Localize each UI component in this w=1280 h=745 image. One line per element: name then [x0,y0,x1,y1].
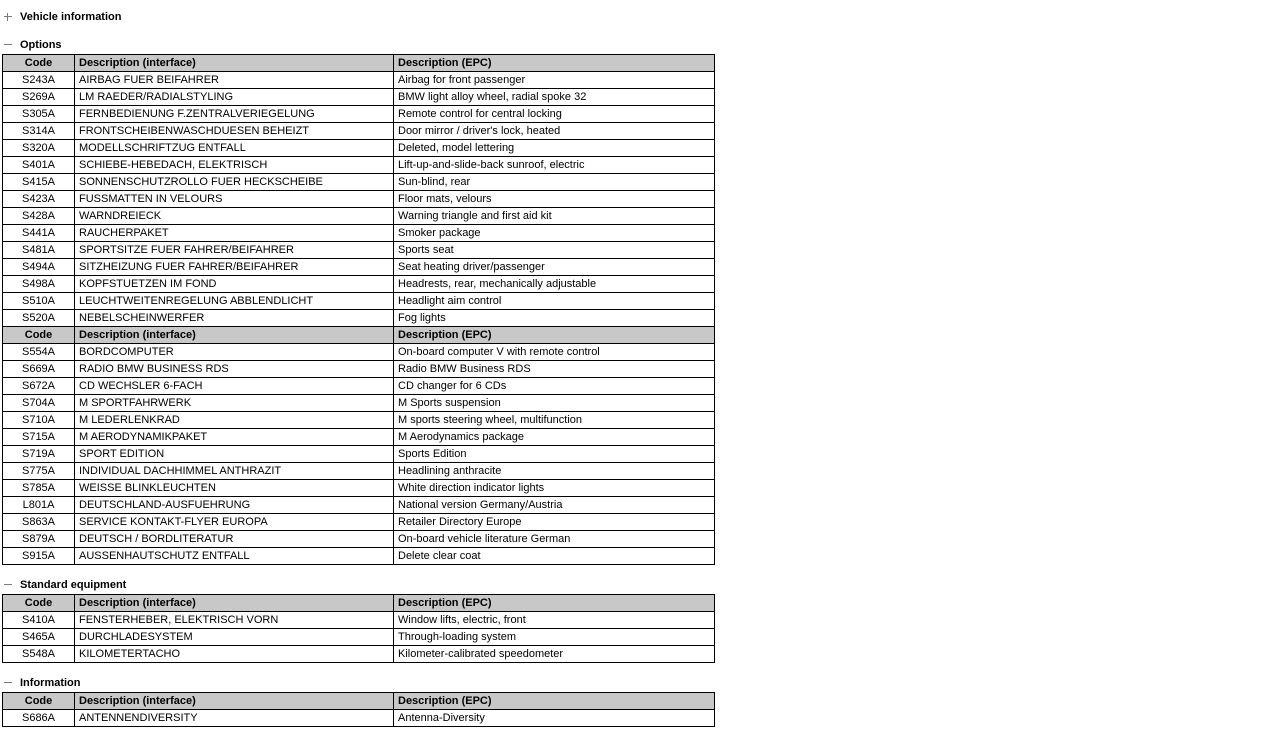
header-desc-interface: Description (interface) [75,327,394,344]
description-epc: Headlight aim control [394,293,715,310]
description-interface: M SPORTFAHRWERK [75,395,394,412]
description-interface: M LEDERLENKRAD [75,412,394,429]
option-code: S494A [3,259,75,276]
description-interface: RADIO BMW BUSINESS RDS [75,361,394,378]
header-desc-epc: Description (EPC) [394,595,715,612]
table-row [3,629,715,646]
header-desc-interface: Description (interface) [75,693,394,710]
header-desc-epc: Description (EPC) [394,55,715,72]
description-interface: SPORTSITZE FUER FAHRER/BEIFAHRER [75,242,394,259]
description-epc: Delete clear coat [394,548,715,565]
description-epc: Smoker package [394,225,715,242]
option-code: S269A [3,89,75,106]
description-interface: WARNDREIECK [75,208,394,225]
repeated-header [3,327,715,344]
option-code: S401A [3,157,75,174]
description-epc: Window lifts, electric, front [394,612,715,629]
table-row [3,710,715,727]
description-interface: MODELLSCHRIFTZUG ENTFALL [75,140,394,157]
table-row [3,123,715,140]
option-code: S314A [3,123,75,140]
table-row [3,514,715,531]
option-code: S785A [3,480,75,497]
table-row [3,293,715,310]
table-row [3,646,715,663]
section-title: Standard equipment [20,579,127,591]
header-desc-epc: Description (EPC) [394,327,715,344]
description-interface: AUSSENHAUTSCHUTZ ENTFALL [75,548,394,565]
header-desc-interface: Description (interface) [75,595,394,612]
description-epc: Fog lights [394,310,715,327]
description-epc: Airbag for front passenger [394,72,715,89]
description-epc: Headlining anthracite [394,463,715,480]
header-code: Code [3,327,75,344]
table-header [3,55,715,72]
table-row [3,72,715,89]
header-code: Code [3,55,75,72]
standard-equipment-table [2,594,715,663]
description-epc: CD changer for 6 CDs [394,378,715,395]
description-interface: KOPFSTUETZEN IM FOND [75,276,394,293]
section-title: Information [20,677,81,689]
table-row [3,531,715,548]
description-interface: KILOMETERTACHO [75,646,394,663]
option-code: S498A [3,276,75,293]
table-row [3,361,715,378]
table-row [3,412,715,429]
option-code: S520A [3,310,75,327]
description-epc: BMW light alloy wheel, radial spoke 32 [394,89,715,106]
section-title: Vehicle information [20,11,122,23]
table-row [3,395,715,412]
description-interface: NEBELSCHEINWERFER [75,310,394,327]
option-code: S410A [3,612,75,629]
description-interface: SONNENSCHUTZROLLO FUER HECKSCHEIBE [75,174,394,191]
description-epc: Retailer Directory Europe [394,514,715,531]
option-code: S554A [3,344,75,361]
option-code: S305A [3,106,75,123]
description-epc: Sports seat [394,242,715,259]
option-code: S715A [3,429,75,446]
option-code: S672A [3,378,75,395]
description-epc: On-board vehicle literature German [394,531,715,548]
description-interface: FUSSMATTEN IN VELOURS [75,191,394,208]
table-row [3,191,715,208]
table-row [3,242,715,259]
option-code: S775A [3,463,75,480]
option-code: S465A [3,629,75,646]
section-standard-equipment[interactable] [0,576,126,594]
description-interface: DEUTSCH / BORDLITERATUR [75,531,394,548]
option-code: S704A [3,395,75,412]
table-row [3,174,715,191]
description-interface: SERVICE KONTAKT-FLYER EUROPA [75,514,394,531]
option-code: L801A [3,497,75,514]
description-interface: DEUTSCHLAND-AUSFUEHRUNG [75,497,394,514]
description-epc: Floor mats, velours [394,191,715,208]
table-row [3,140,715,157]
table-header [3,595,715,612]
table-row [3,106,715,123]
description-interface: SITZHEIZUNG FUER FAHRER/BEIFAHRER [75,259,394,276]
section-options[interactable] [0,36,62,54]
description-interface: ANTENNENDIVERSITY [75,710,394,727]
description-epc: Radio BMW Business RDS [394,361,715,378]
description-epc: Warning triangle and first aid kit [394,208,715,225]
section-information[interactable] [0,674,81,692]
option-code: S320A [3,140,75,157]
collapse-icon[interactable] [3,40,13,50]
option-code: S686A [3,710,75,727]
option-code: S423A [3,191,75,208]
description-epc: Kilometer-calibrated speedometer [394,646,715,663]
option-code: S481A [3,242,75,259]
table-row [3,276,715,293]
table-row [3,463,715,480]
table-row [3,548,715,565]
option-code: S879A [3,531,75,548]
option-code: S441A [3,225,75,242]
description-epc: Deleted, model lettering [394,140,715,157]
description-epc: Sports Edition [394,446,715,463]
option-code: S710A [3,412,75,429]
table-row [3,310,715,327]
description-epc: M Sports suspension [394,395,715,412]
table-row [3,378,715,395]
table-row [3,446,715,463]
description-interface: LM RAEDER/RADIALSTYLING [75,89,394,106]
collapse-icon[interactable] [3,580,13,590]
table-row [3,208,715,225]
description-interface: BORDCOMPUTER [75,344,394,361]
option-code: S863A [3,514,75,531]
option-code: S915A [3,548,75,565]
description-epc: White direction indicator lights [394,480,715,497]
description-interface: FENSTERHEBER, ELEKTRISCH VORN [75,612,394,629]
table-row [3,429,715,446]
description-epc: M Aerodynamics package [394,429,715,446]
table-row [3,612,715,629]
description-interface: M AERODYNAMIKPAKET [75,429,394,446]
description-interface: CD WECHSLER 6-FACH [75,378,394,395]
table-row [3,480,715,497]
description-interface: FERNBEDIENUNG F.ZENTRALVERIEGELUNG [75,106,394,123]
description-interface: INDIVIDUAL DACHHIMMEL ANTHRAZIT [75,463,394,480]
header-desc-interface: Description (interface) [75,55,394,72]
header-code: Code [3,595,75,612]
table-row [3,157,715,174]
header-desc-epc: Description (EPC) [394,693,715,710]
description-epc: Remote control for central locking [394,106,715,123]
description-interface: DURCHLADESYSTEM [75,629,394,646]
table-row [3,344,715,361]
description-epc: Door mirror / driver's lock, heated [394,123,715,140]
description-interface: RAUCHERPAKET [75,225,394,242]
description-epc: Headrests, rear, mechanically adjustable [394,276,715,293]
information-table [2,692,715,727]
description-interface: WEISSE BLINKLEUCHTEN [75,480,394,497]
header-code: Code [3,693,75,710]
table-header [3,693,715,710]
table-row [3,89,715,106]
description-epc: M sports steering wheel, multifunction [394,412,715,429]
table-row [3,259,715,276]
option-code: S415A [3,174,75,191]
description-epc: Lift-up-and-slide-back sunroof, electric [394,157,715,174]
description-interface: LEUCHTWEITENREGELUNG ABBLENDLICHT [75,293,394,310]
description-interface: AIRBAG FUER BEIFAHRER [75,72,394,89]
description-interface: SCHIEBE-HEBEDACH, ELEKTRISCH [75,157,394,174]
table-row [3,225,715,242]
option-code: S243A [3,72,75,89]
section-vehicle-information[interactable] [0,8,121,26]
option-code: S428A [3,208,75,225]
option-code: S548A [3,646,75,663]
option-code: S719A [3,446,75,463]
option-code: S669A [3,361,75,378]
option-code: S510A [3,293,75,310]
description-epc: Through-loading system [394,629,715,646]
description-interface: FRONTSCHEIBENWASCHDUESEN BEHEIZT [75,123,394,140]
description-epc: Antenna-Diversity [394,710,715,727]
description-epc: National version Germany/Austria [394,497,715,514]
table-row [3,497,715,514]
expand-icon[interactable] [3,12,13,22]
options-table [2,54,715,565]
description-epc: On-board computer V with remote control [394,344,715,361]
collapse-icon[interactable] [3,678,13,688]
description-epc: Seat heating driver/passenger [394,259,715,276]
section-title: Options [20,39,62,51]
description-interface: SPORT EDITION [75,446,394,463]
description-epc: Sun-blind, rear [394,174,715,191]
